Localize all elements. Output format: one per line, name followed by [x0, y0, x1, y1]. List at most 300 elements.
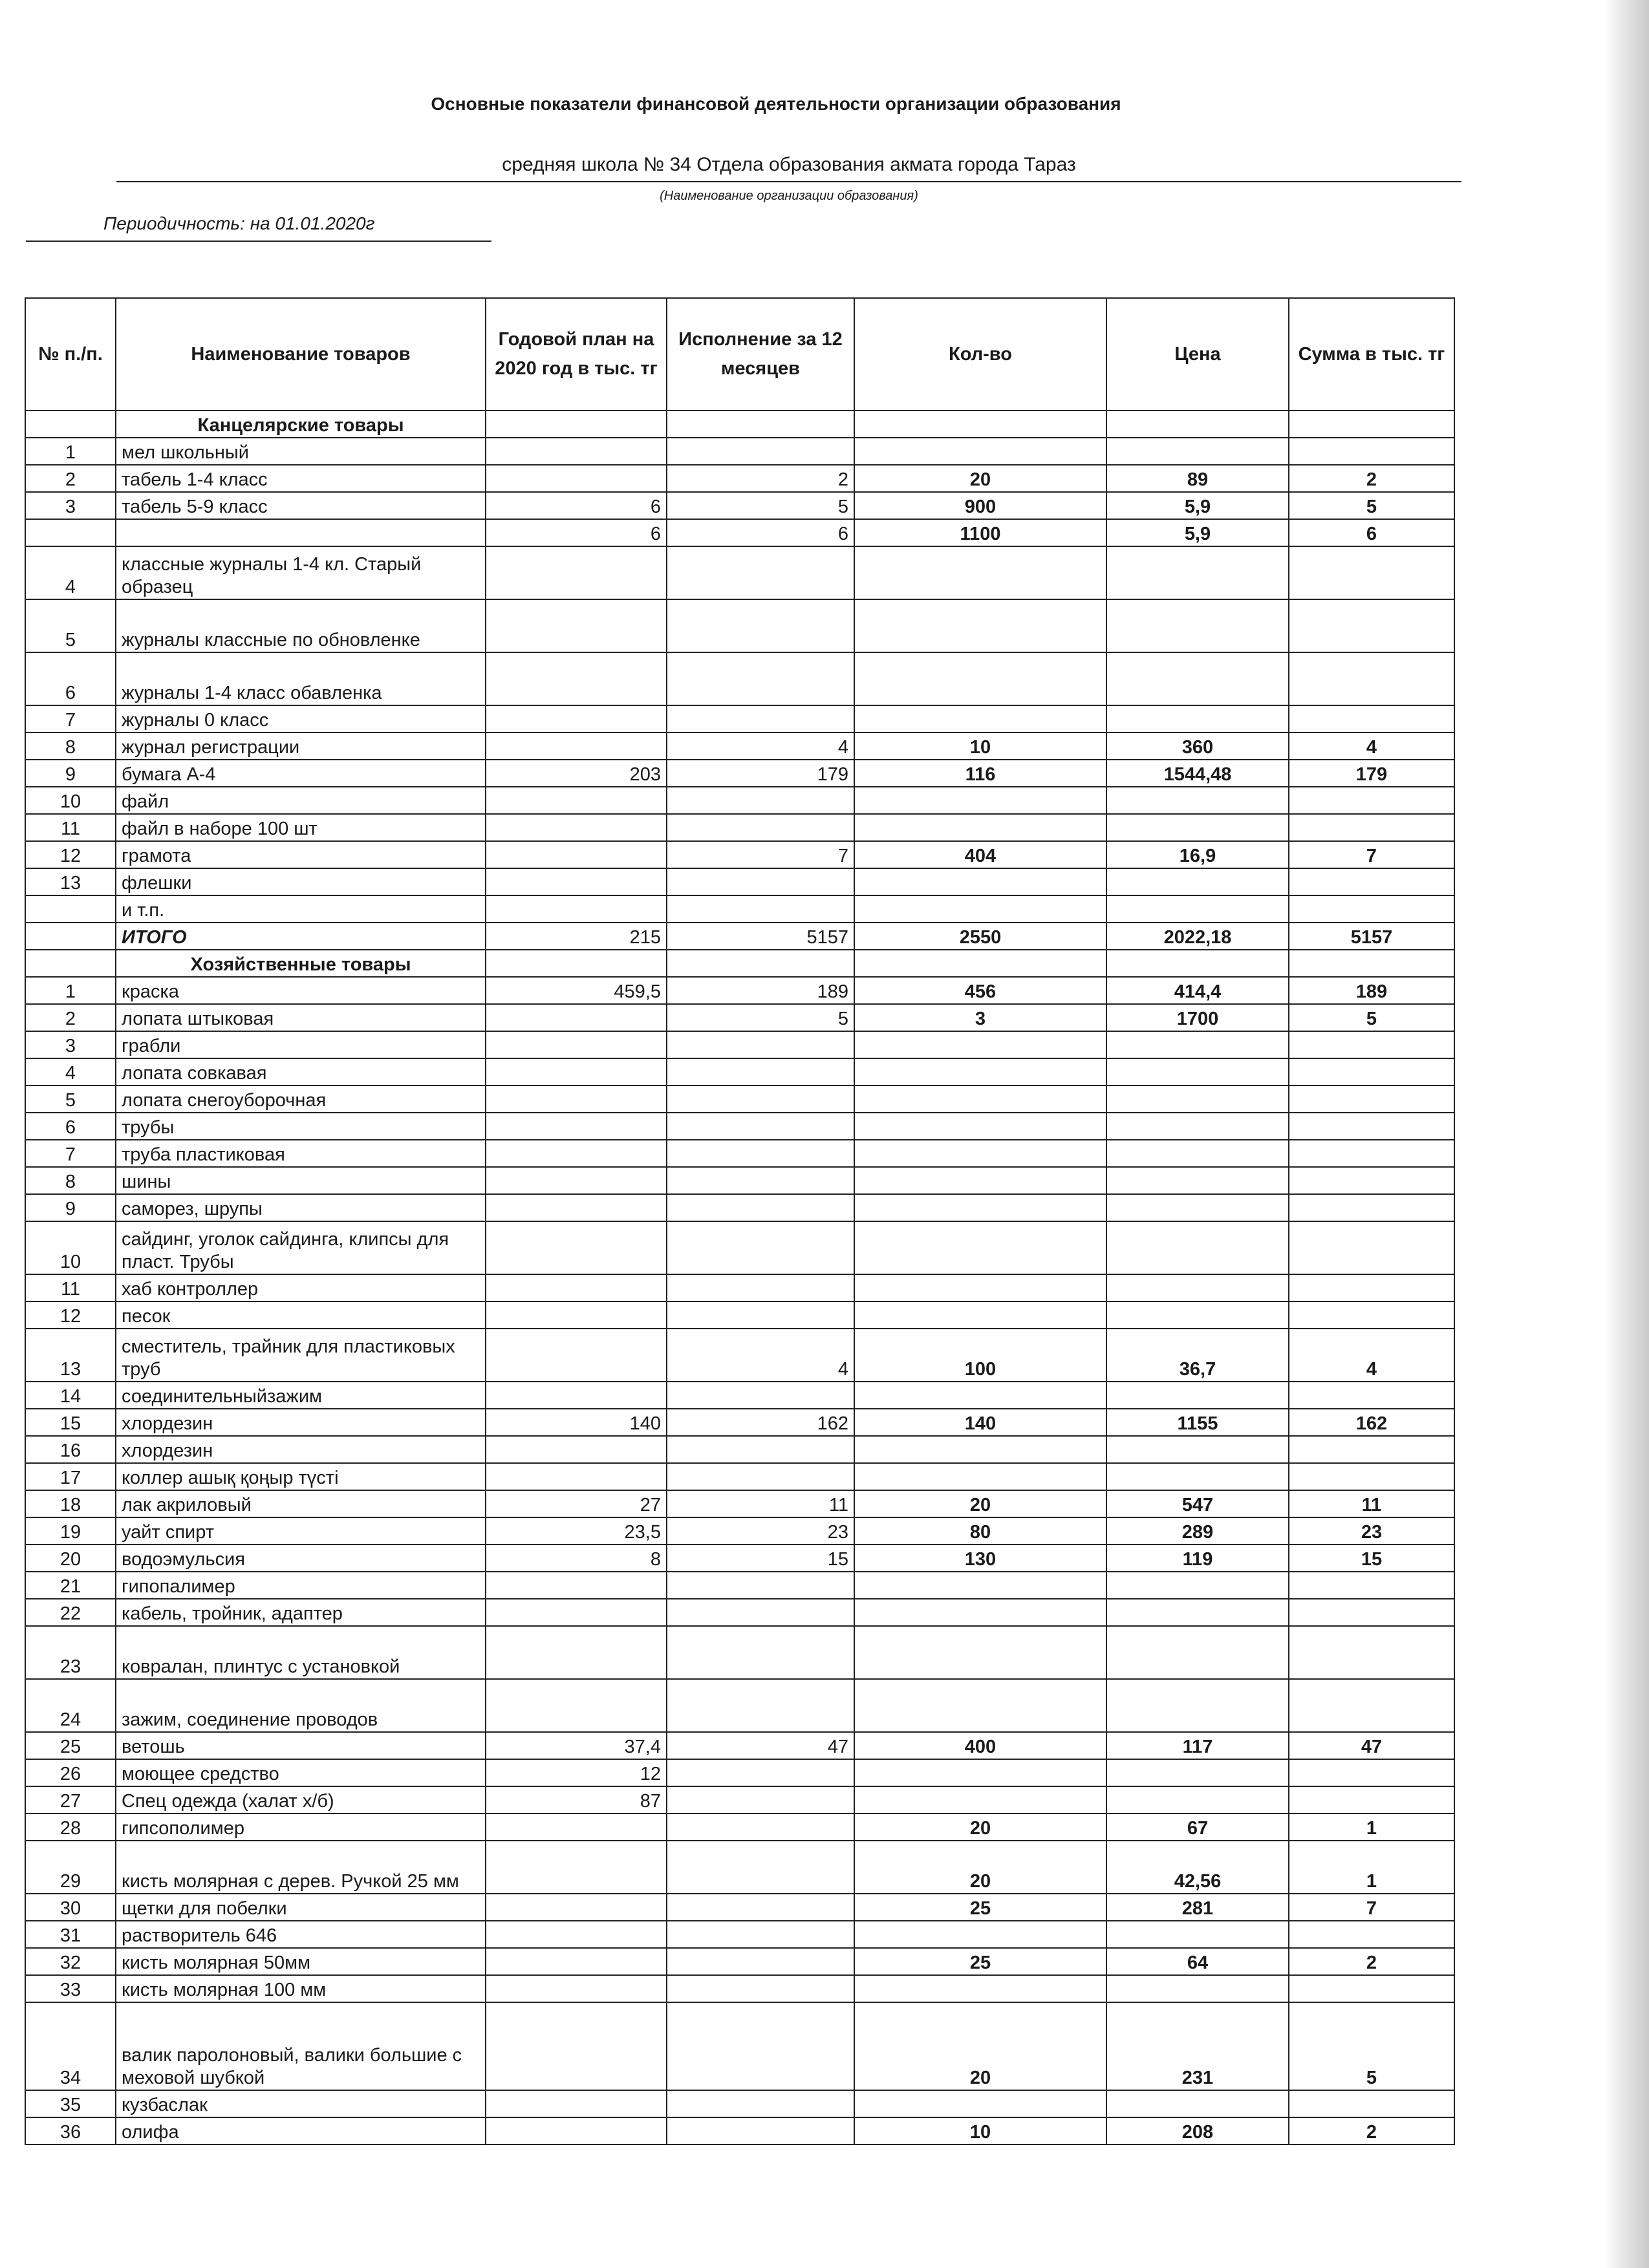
item-name: файл в наборе 100 шт — [116, 814, 486, 841]
quantity-cell — [854, 1599, 1106, 1626]
sum-cell — [1289, 1274, 1454, 1301]
price-cell — [1106, 814, 1289, 841]
price-cell: 5,9 — [1106, 492, 1289, 519]
row-number: 30 — [25, 1894, 116, 1921]
item-name: краска — [116, 977, 486, 1004]
price-cell: 5,9 — [1106, 519, 1289, 546]
quantity-cell: 25 — [854, 1894, 1106, 1921]
row-number: 12 — [25, 1301, 116, 1329]
plan-cell — [486, 733, 667, 760]
item-name: шины — [116, 1167, 486, 1194]
table-row — [25, 599, 1454, 652]
table-row — [25, 1921, 1454, 1948]
plan-cell — [486, 1329, 667, 1382]
item-name: моющее средство — [116, 1759, 486, 1786]
item-name: гипопалимер — [116, 1572, 486, 1599]
price-cell — [1106, 1058, 1289, 1086]
execution-cell — [667, 895, 854, 923]
plan-cell — [486, 1572, 667, 1599]
plan-cell — [486, 1436, 667, 1463]
table-row — [25, 1113, 1454, 1140]
price-cell — [1106, 868, 1289, 895]
table-row — [25, 2090, 1454, 2117]
execution-cell — [667, 2002, 854, 2090]
plan-cell — [486, 1921, 667, 1948]
sum-cell: 179 — [1289, 760, 1454, 787]
price-cell — [1106, 1679, 1289, 1732]
quantity-cell: 20 — [854, 2002, 1106, 2090]
price-cell — [1106, 1382, 1289, 1409]
price-cell — [1106, 1140, 1289, 1167]
plan-cell — [486, 652, 667, 705]
sum-cell: 11 — [1289, 1490, 1454, 1517]
item-name: журналы классные по обновленке — [116, 599, 486, 652]
price-cell: 1544,48 — [1106, 760, 1289, 787]
row-number: 9 — [25, 760, 116, 787]
plan-cell — [486, 1167, 667, 1194]
item-name: журналы 1-4 класс обавленка — [116, 652, 486, 705]
price-cell: 67 — [1106, 1813, 1289, 1841]
item-name: хлордезин — [116, 1436, 486, 1463]
quantity-cell — [854, 1058, 1106, 1086]
plan-cell: 140 — [486, 1409, 667, 1436]
item-name: соединительныйзажим — [116, 1382, 486, 1409]
price-cell — [1106, 1086, 1289, 1113]
price-cell — [1106, 1572, 1289, 1599]
plan-cell — [486, 1975, 667, 2002]
execution-cell — [667, 1813, 854, 1841]
column-header-price: Цена — [1106, 298, 1289, 411]
row-number: 33 — [25, 1975, 116, 2002]
quantity-cell — [854, 1759, 1106, 1786]
row-number — [25, 895, 116, 923]
column-header-quantity: Кол-во — [854, 298, 1106, 411]
price-cell — [1106, 1463, 1289, 1490]
item-name: растворитель 646 — [116, 1921, 486, 1948]
plan-cell — [486, 1463, 667, 1490]
sum-cell — [1289, 1167, 1454, 1194]
row-number: 23 — [25, 1626, 116, 1679]
row-number: 14 — [25, 1382, 116, 1409]
item-name: трубы — [116, 1113, 486, 1140]
row-number: 5 — [25, 599, 116, 652]
table-row — [25, 465, 1454, 492]
section-empty-cell — [486, 411, 667, 438]
item-name: журнал регистрации — [116, 733, 486, 760]
plan-cell — [486, 1221, 667, 1274]
execution-cell: 2 — [667, 465, 854, 492]
sum-cell — [1289, 599, 1454, 652]
row-number: 7 — [25, 1140, 116, 1167]
sum-cell — [1289, 546, 1454, 599]
table-row — [25, 1759, 1454, 1786]
plan-cell — [486, 1086, 667, 1113]
item-name: зажим, соединение проводов — [116, 1679, 486, 1732]
execution-cell — [667, 1975, 854, 2002]
price-cell: 208 — [1106, 2117, 1289, 2145]
sum-cell: 5 — [1289, 492, 1454, 519]
item-name: гипсополимер — [116, 1813, 486, 1841]
quantity-cell — [854, 1086, 1106, 1113]
execution-cell: 4 — [667, 1329, 854, 1382]
sum-cell: 5 — [1289, 1004, 1454, 1031]
quantity-cell — [854, 1031, 1106, 1058]
quantity-cell: 400 — [854, 1732, 1106, 1759]
section-empty-cell — [486, 950, 667, 977]
table-row — [25, 1301, 1454, 1329]
row-number: 18 — [25, 1490, 116, 1517]
quantity-cell — [854, 1463, 1106, 1490]
plan-cell: 203 — [486, 760, 667, 787]
row-number: 21 — [25, 1572, 116, 1599]
quantity-cell — [854, 2090, 1106, 2117]
section-empty-cell — [1106, 411, 1289, 438]
quantity-cell — [854, 1975, 1106, 2002]
sum-cell — [1289, 2090, 1454, 2117]
price-cell: 231 — [1106, 2002, 1289, 2090]
column-header-plan: Годовой план на 2020 год в тыс. тг — [486, 298, 667, 411]
execution-cell — [667, 652, 854, 705]
table-row — [25, 652, 1454, 705]
execution-cell — [667, 868, 854, 895]
row-number: 9 — [25, 1194, 116, 1221]
scan-page-edge — [1604, 0, 1649, 2268]
execution-cell — [667, 1194, 854, 1221]
plan-cell — [486, 599, 667, 652]
execution-cell — [667, 438, 854, 465]
price-cell — [1106, 546, 1289, 599]
row-number: 3 — [25, 1031, 116, 1058]
plan-cell — [486, 546, 667, 599]
item-name: лопата штыковая — [116, 1004, 486, 1031]
quantity-cell — [854, 1572, 1106, 1599]
plan-cell — [486, 2117, 667, 2145]
table-row — [25, 1086, 1454, 1113]
plan-cell — [486, 1301, 667, 1329]
table-row — [25, 1813, 1454, 1841]
table-row — [25, 1679, 1454, 1732]
price-cell — [1106, 1599, 1289, 1626]
table-row — [25, 2117, 1454, 2145]
row-number: 6 — [25, 652, 116, 705]
sum-cell — [1289, 1221, 1454, 1274]
quantity-cell — [854, 868, 1106, 895]
execution-cell — [667, 705, 854, 733]
quantity-cell — [854, 599, 1106, 652]
price-cell: 289 — [1106, 1517, 1289, 1545]
row-number: 36 — [25, 2117, 116, 2145]
quantity-cell: 25 — [854, 1948, 1106, 1975]
quantity-cell: 404 — [854, 841, 1106, 868]
execution-cell: 4 — [667, 733, 854, 760]
plan-cell: 6 — [486, 492, 667, 519]
table-row — [25, 1545, 1454, 1572]
quantity-cell: 900 — [854, 492, 1106, 519]
execution-cell: 5 — [667, 492, 854, 519]
execution-cell — [667, 1274, 854, 1301]
plan-cell — [486, 1813, 667, 1841]
total-number-cell — [25, 923, 116, 950]
row-number: 35 — [25, 2090, 116, 2117]
row-number: 11 — [25, 814, 116, 841]
plan-cell — [486, 1031, 667, 1058]
price-cell — [1106, 1975, 1289, 2002]
price-cell — [1106, 1626, 1289, 1679]
organization-name-text: средняя школа № 34 Отдела образования акмата города Тараз — [502, 154, 1076, 175]
row-number: 24 — [25, 1679, 116, 1732]
table-row — [25, 1626, 1454, 1679]
row-number: 26 — [25, 1759, 116, 1786]
execution-cell: 7 — [667, 841, 854, 868]
item-name: кузбаслак — [116, 2090, 486, 2117]
quantity-cell — [854, 1194, 1106, 1221]
sum-cell — [1289, 705, 1454, 733]
table-row — [25, 1841, 1454, 1894]
item-name: валик паролоновый, валики большие с меховой шубкой — [116, 2002, 486, 2090]
sum-cell: 4 — [1289, 1329, 1454, 1382]
table-row — [25, 2002, 1454, 2090]
table-row — [25, 492, 1454, 519]
item-name: хаб контроллер — [116, 1274, 486, 1301]
execution-cell: 5 — [667, 1004, 854, 1031]
quantity-cell: 80 — [854, 1517, 1106, 1545]
sum-cell — [1289, 868, 1454, 895]
plan-cell: 8 — [486, 1545, 667, 1572]
plan-cell: 23,5 — [486, 1517, 667, 1545]
sum-cell — [1289, 1301, 1454, 1329]
quantity-cell — [854, 814, 1106, 841]
row-number: 29 — [25, 1841, 116, 1894]
sum-cell — [1289, 1679, 1454, 1732]
table-row — [25, 1382, 1454, 1409]
table-row — [25, 760, 1454, 787]
sum-cell — [1289, 1975, 1454, 2002]
document-title: Основные показатели финансовой деятельности организации образования — [431, 94, 1121, 114]
section-number-cell — [25, 411, 116, 438]
price-cell — [1106, 787, 1289, 814]
quantity-cell: 116 — [854, 760, 1106, 787]
price-cell — [1106, 438, 1289, 465]
execution-cell — [667, 2090, 854, 2117]
row-number: 8 — [25, 1167, 116, 1194]
plan-cell: 6 — [486, 519, 667, 546]
execution-cell — [667, 1679, 854, 1732]
table-row — [25, 705, 1454, 733]
table-row — [25, 1221, 1454, 1274]
price-cell: 1700 — [1106, 1004, 1289, 1031]
plan-cell — [486, 1841, 667, 1894]
section-title: Канцелярские товары — [116, 411, 486, 438]
plan-cell — [486, 2002, 667, 2090]
table-row — [25, 868, 1454, 895]
sum-cell — [1289, 1921, 1454, 1948]
price-cell — [1106, 1031, 1289, 1058]
execution-cell — [667, 2117, 854, 2145]
price-cell: 36,7 — [1106, 1329, 1289, 1382]
row-number: 1 — [25, 977, 116, 1004]
sum-cell — [1289, 1786, 1454, 1813]
item-name: файл — [116, 787, 486, 814]
row-number: 10 — [25, 1221, 116, 1274]
sum-cell — [1289, 1382, 1454, 1409]
price-cell — [1106, 1221, 1289, 1274]
section-empty-cell — [854, 950, 1106, 977]
sum-cell: 5 — [1289, 2002, 1454, 2090]
total-plan: 215 — [486, 923, 667, 950]
price-cell — [1106, 1301, 1289, 1329]
row-number: 25 — [25, 1732, 116, 1759]
execution-cell: 189 — [667, 977, 854, 1004]
quantity-cell — [854, 1626, 1106, 1679]
row-number: 22 — [25, 1599, 116, 1626]
sum-cell — [1289, 814, 1454, 841]
section-empty-cell — [1106, 950, 1289, 977]
item-name: олифа — [116, 2117, 486, 2145]
row-number: 8 — [25, 733, 116, 760]
plan-cell — [486, 1058, 667, 1086]
quantity-cell — [854, 787, 1106, 814]
row-number: 13 — [25, 868, 116, 895]
price-cell: 119 — [1106, 1545, 1289, 1572]
table-row — [25, 1490, 1454, 1517]
table-row — [25, 787, 1454, 814]
section-empty-cell — [854, 411, 1106, 438]
quantity-cell: 20 — [854, 1841, 1106, 1894]
item-name: ковралан, плинтус с установкой — [116, 1626, 486, 1679]
plan-cell — [486, 1382, 667, 1409]
table-row — [25, 1463, 1454, 1490]
quantity-cell — [854, 1679, 1106, 1732]
quantity-cell — [854, 1113, 1106, 1140]
execution-cell — [667, 1948, 854, 1975]
item-name: Спец одежда (халат х/б) — [116, 1786, 486, 1813]
price-cell — [1106, 705, 1289, 733]
execution-cell — [667, 787, 854, 814]
total-sum: 5157 — [1289, 923, 1454, 950]
price-cell — [1106, 1274, 1289, 1301]
table-row — [25, 895, 1454, 923]
quantity-cell: 10 — [854, 733, 1106, 760]
table-row — [25, 1786, 1454, 1813]
price-cell: 360 — [1106, 733, 1289, 760]
table-row — [25, 438, 1454, 465]
plan-cell — [486, 1274, 667, 1301]
column-header-execution: Исполнение за 12 месяцев — [667, 298, 854, 411]
item-name: лопата совкавая — [116, 1058, 486, 1086]
table-row — [25, 1329, 1454, 1382]
row-number: 4 — [25, 1058, 116, 1086]
execution-cell: 47 — [667, 1732, 854, 1759]
quantity-cell: 10 — [854, 2117, 1106, 2145]
sum-cell: 23 — [1289, 1517, 1454, 1545]
table-row — [25, 1194, 1454, 1221]
plan-cell — [486, 1679, 667, 1732]
quantity-cell — [854, 705, 1106, 733]
item-name: лак акриловый — [116, 1490, 486, 1517]
item-name: табель 5-9 класс — [116, 492, 486, 519]
row-number: 12 — [25, 841, 116, 868]
execution-cell — [667, 1463, 854, 1490]
row-number — [25, 519, 116, 546]
item-name: классные журналы 1-4 кл. Старый образец — [116, 546, 486, 599]
item-name: труба пластиковая — [116, 1140, 486, 1167]
execution-cell — [667, 1140, 854, 1167]
table-row — [25, 841, 1454, 868]
plan-cell: 27 — [486, 1490, 667, 1517]
row-number: 17 — [25, 1463, 116, 1490]
item-name: бумага А-4 — [116, 760, 486, 787]
execution-cell — [667, 1759, 854, 1786]
sum-cell — [1289, 1086, 1454, 1113]
table-row — [25, 733, 1454, 760]
plan-cell — [486, 1194, 667, 1221]
item-name: и т.п. — [116, 895, 486, 923]
item-name: песок — [116, 1301, 486, 1329]
goods-table — [25, 297, 1455, 2145]
table-row — [25, 1732, 1454, 1759]
section-empty-cell — [667, 950, 854, 977]
sum-cell: 1 — [1289, 1813, 1454, 1841]
plan-cell: 37,4 — [486, 1732, 667, 1759]
item-name: грамота — [116, 841, 486, 868]
execution-cell — [667, 1382, 854, 1409]
table-row — [25, 1058, 1454, 1086]
price-cell: 16,9 — [1106, 841, 1289, 868]
item-name: мел школьный — [116, 438, 486, 465]
sum-cell — [1289, 1463, 1454, 1490]
plan-cell — [486, 787, 667, 814]
execution-cell: 11 — [667, 1490, 854, 1517]
row-number: 20 — [25, 1545, 116, 1572]
execution-cell: 23 — [667, 1517, 854, 1545]
price-cell — [1106, 1786, 1289, 1813]
plan-cell — [486, 1894, 667, 1921]
table-row — [25, 1572, 1454, 1599]
row-number: 2 — [25, 465, 116, 492]
plan-cell — [486, 814, 667, 841]
plan-cell — [486, 465, 667, 492]
price-cell: 414,4 — [1106, 977, 1289, 1004]
quantity-cell: 130 — [854, 1545, 1106, 1572]
item-name: уайт спирт — [116, 1517, 486, 1545]
plan-cell: 12 — [486, 1759, 667, 1786]
section-empty-cell — [667, 411, 854, 438]
sum-cell — [1289, 1759, 1454, 1786]
row-number: 15 — [25, 1409, 116, 1436]
price-cell: 547 — [1106, 1490, 1289, 1517]
quantity-cell — [854, 1921, 1106, 1948]
section-header-row — [25, 411, 1454, 438]
section-header-row — [25, 950, 1454, 977]
sum-cell: 7 — [1289, 1894, 1454, 1921]
item-name: водоэмульсия — [116, 1545, 486, 1572]
total-execution: 5157 — [667, 923, 854, 950]
execution-cell — [667, 1167, 854, 1194]
sum-cell: 15 — [1289, 1545, 1454, 1572]
quantity-cell — [854, 1167, 1106, 1194]
execution-cell: 162 — [667, 1409, 854, 1436]
table-row — [25, 1004, 1454, 1031]
item-name: грабли — [116, 1031, 486, 1058]
quantity-cell — [854, 1786, 1106, 1813]
period-line: Периодичность: на 01.01.2020г — [26, 213, 491, 242]
execution-cell — [667, 1599, 854, 1626]
plan-cell — [486, 1626, 667, 1679]
plan-cell — [486, 895, 667, 923]
column-header-sum: Сумма в тыс. тг — [1289, 298, 1454, 411]
row-number: 1 — [25, 438, 116, 465]
execution-cell — [667, 1786, 854, 1813]
